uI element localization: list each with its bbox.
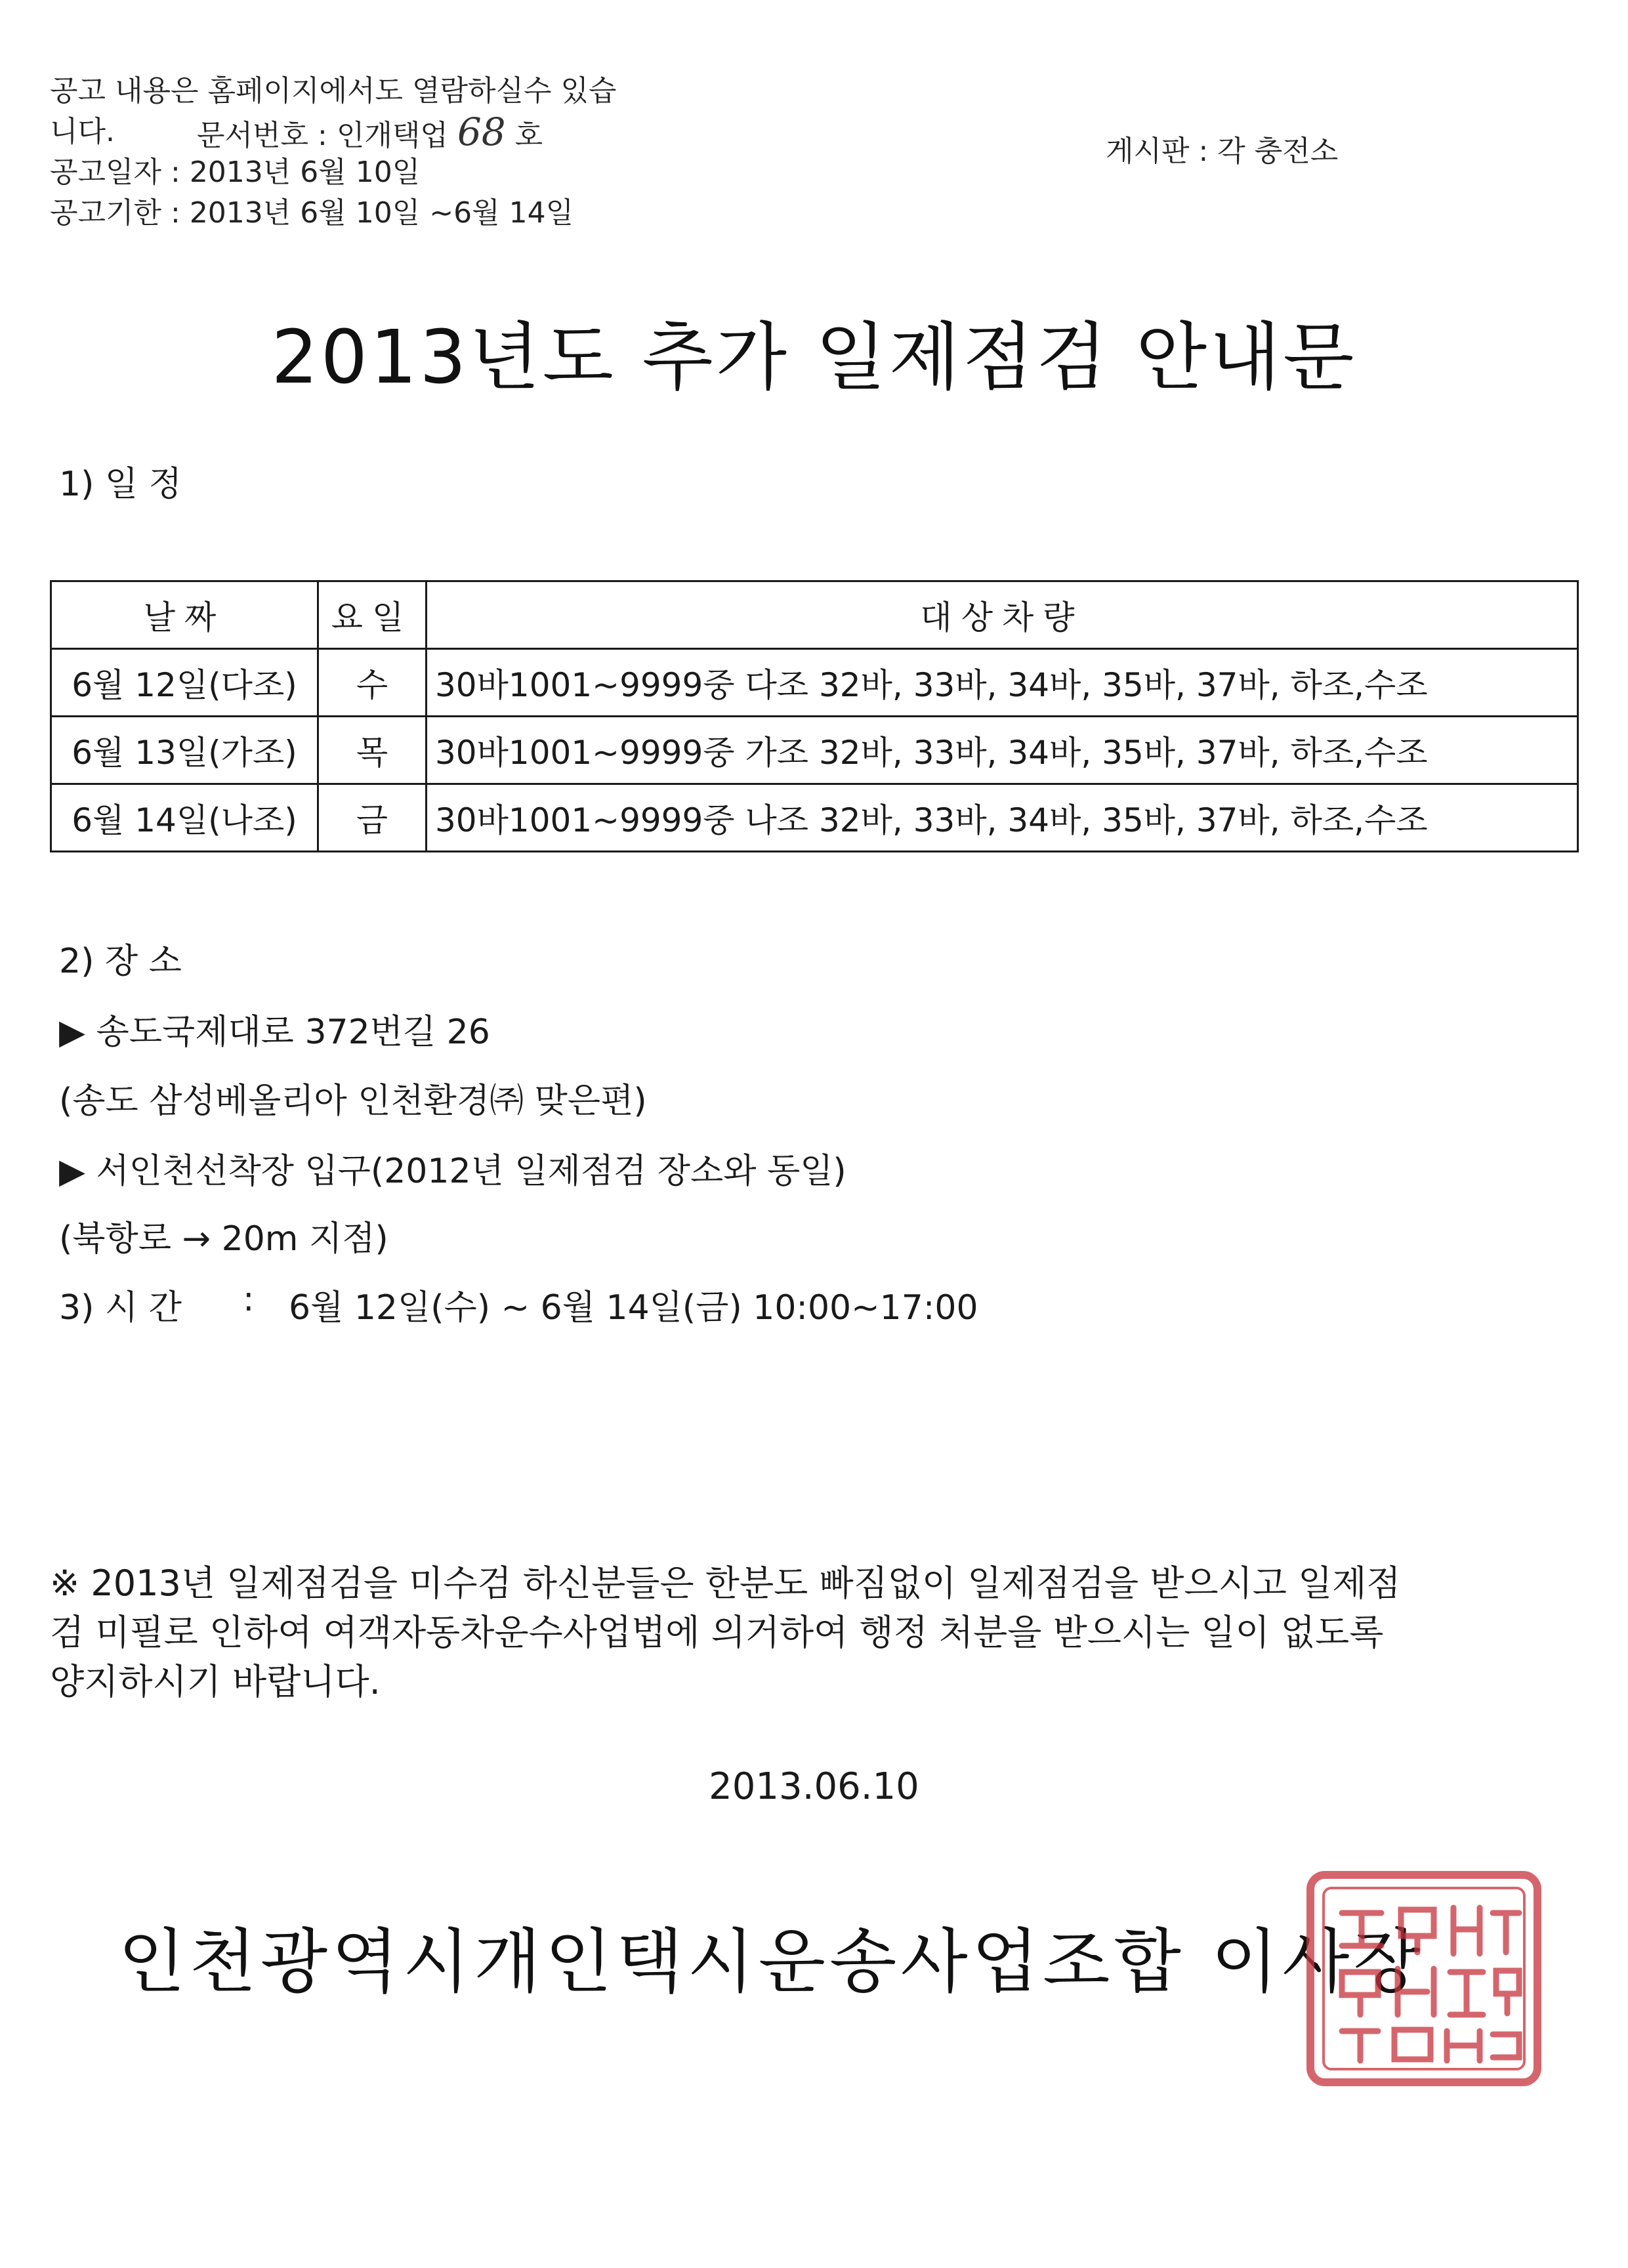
document-date: 2013.06.10: [709, 1765, 919, 1808]
notice-line-1: 공고 내용은 홈페이지에서도 열람하실수 있습: [50, 74, 617, 108]
row-day: 목: [318, 717, 427, 784]
table-row: [51, 784, 1578, 852]
issuer-name: 인천광역시개인택시운송사업조합 이사장: [118, 1922, 1425, 2002]
posting-period: 공고기한 : 2013년 6월 10일 ~6월 14일: [50, 196, 574, 230]
row-vehicles: 30바1001~9999중 가조 32바, 33바, 34바, 35바, 37바, 하조,수조: [427, 717, 1578, 784]
location-1-note: (송도 삼성베올리아 인천환경㈜ 맞은편): [59, 1082, 647, 1121]
document-title: 2013년도 추가 일제점검 안내문: [271, 315, 1357, 400]
notice-line-2: 니다.: [50, 115, 115, 148]
column-header-day: 요일: [318, 581, 427, 649]
time-separator: :: [243, 1280, 255, 1319]
time-heading: 3) 시 간: [59, 1288, 182, 1328]
posted-date: 공고일자 : 2013년 6월 10일: [50, 156, 421, 189]
notice-line: 양지하시기 바랍니다.: [50, 1661, 381, 1702]
schedule-heading: 1) 일 정: [59, 465, 182, 504]
row-date: 6월 12일(다조): [51, 649, 318, 717]
notice-line: ※ 2013년 일제점검을 미수검 하신분들은 한분도 빠짐없이 일제점검을 받으시고 일제점: [50, 1563, 1401, 1604]
row-date: 6월 14일(나조): [51, 784, 318, 852]
doc-number-handwritten: 68: [457, 110, 506, 154]
doc-number: [197, 112, 543, 156]
official-seal-icon: [1303, 1867, 1545, 2090]
row-date: 6월 13일(가조): [51, 717, 318, 784]
bulletin-board: 게시판 : 각 충전소: [1106, 135, 1339, 168]
column-header-date: 날짜: [51, 581, 318, 649]
table-header-row: [51, 581, 1578, 649]
column-header-vehicles: 대상차량: [427, 581, 1578, 649]
location-1: ▶ 송도국제대로 372번길 26: [59, 1013, 490, 1052]
table-row: [51, 717, 1578, 784]
notice-line: 검 미필로 인하여 여객자동차운수사업법에 의거하여 행정 처분을 받으시는 일이 없도록: [50, 1612, 1384, 1653]
doc-number-label: 문서번호 : 인개택업: [197, 119, 448, 152]
schedule-table: [50, 580, 1579, 852]
location-2-note: (북항로 → 20m 지점): [59, 1219, 388, 1259]
row-day: 수: [318, 649, 427, 717]
row-vehicles: 30바1001~9999중 나조 32바, 33바, 34바, 35바, 37바, 하조,수조: [427, 784, 1578, 852]
notice-paragraph: [50, 1559, 1579, 1706]
row-day: 금: [318, 784, 427, 852]
location-heading: 2) 장 소: [59, 942, 182, 981]
location-2: ▶ 서인천선착장 입구(2012년 일제점검 장소와 동일): [59, 1152, 846, 1191]
row-vehicles: 30바1001~9999중 다조 32바, 33바, 34바, 35바, 37바, 하조,수조: [427, 649, 1578, 717]
time-value: 6월 12일(수) ~ 6월 14일(금) 10:00~17:00: [289, 1288, 978, 1328]
table-row: [51, 649, 1578, 717]
doc-number-suffix: 호: [514, 119, 543, 152]
